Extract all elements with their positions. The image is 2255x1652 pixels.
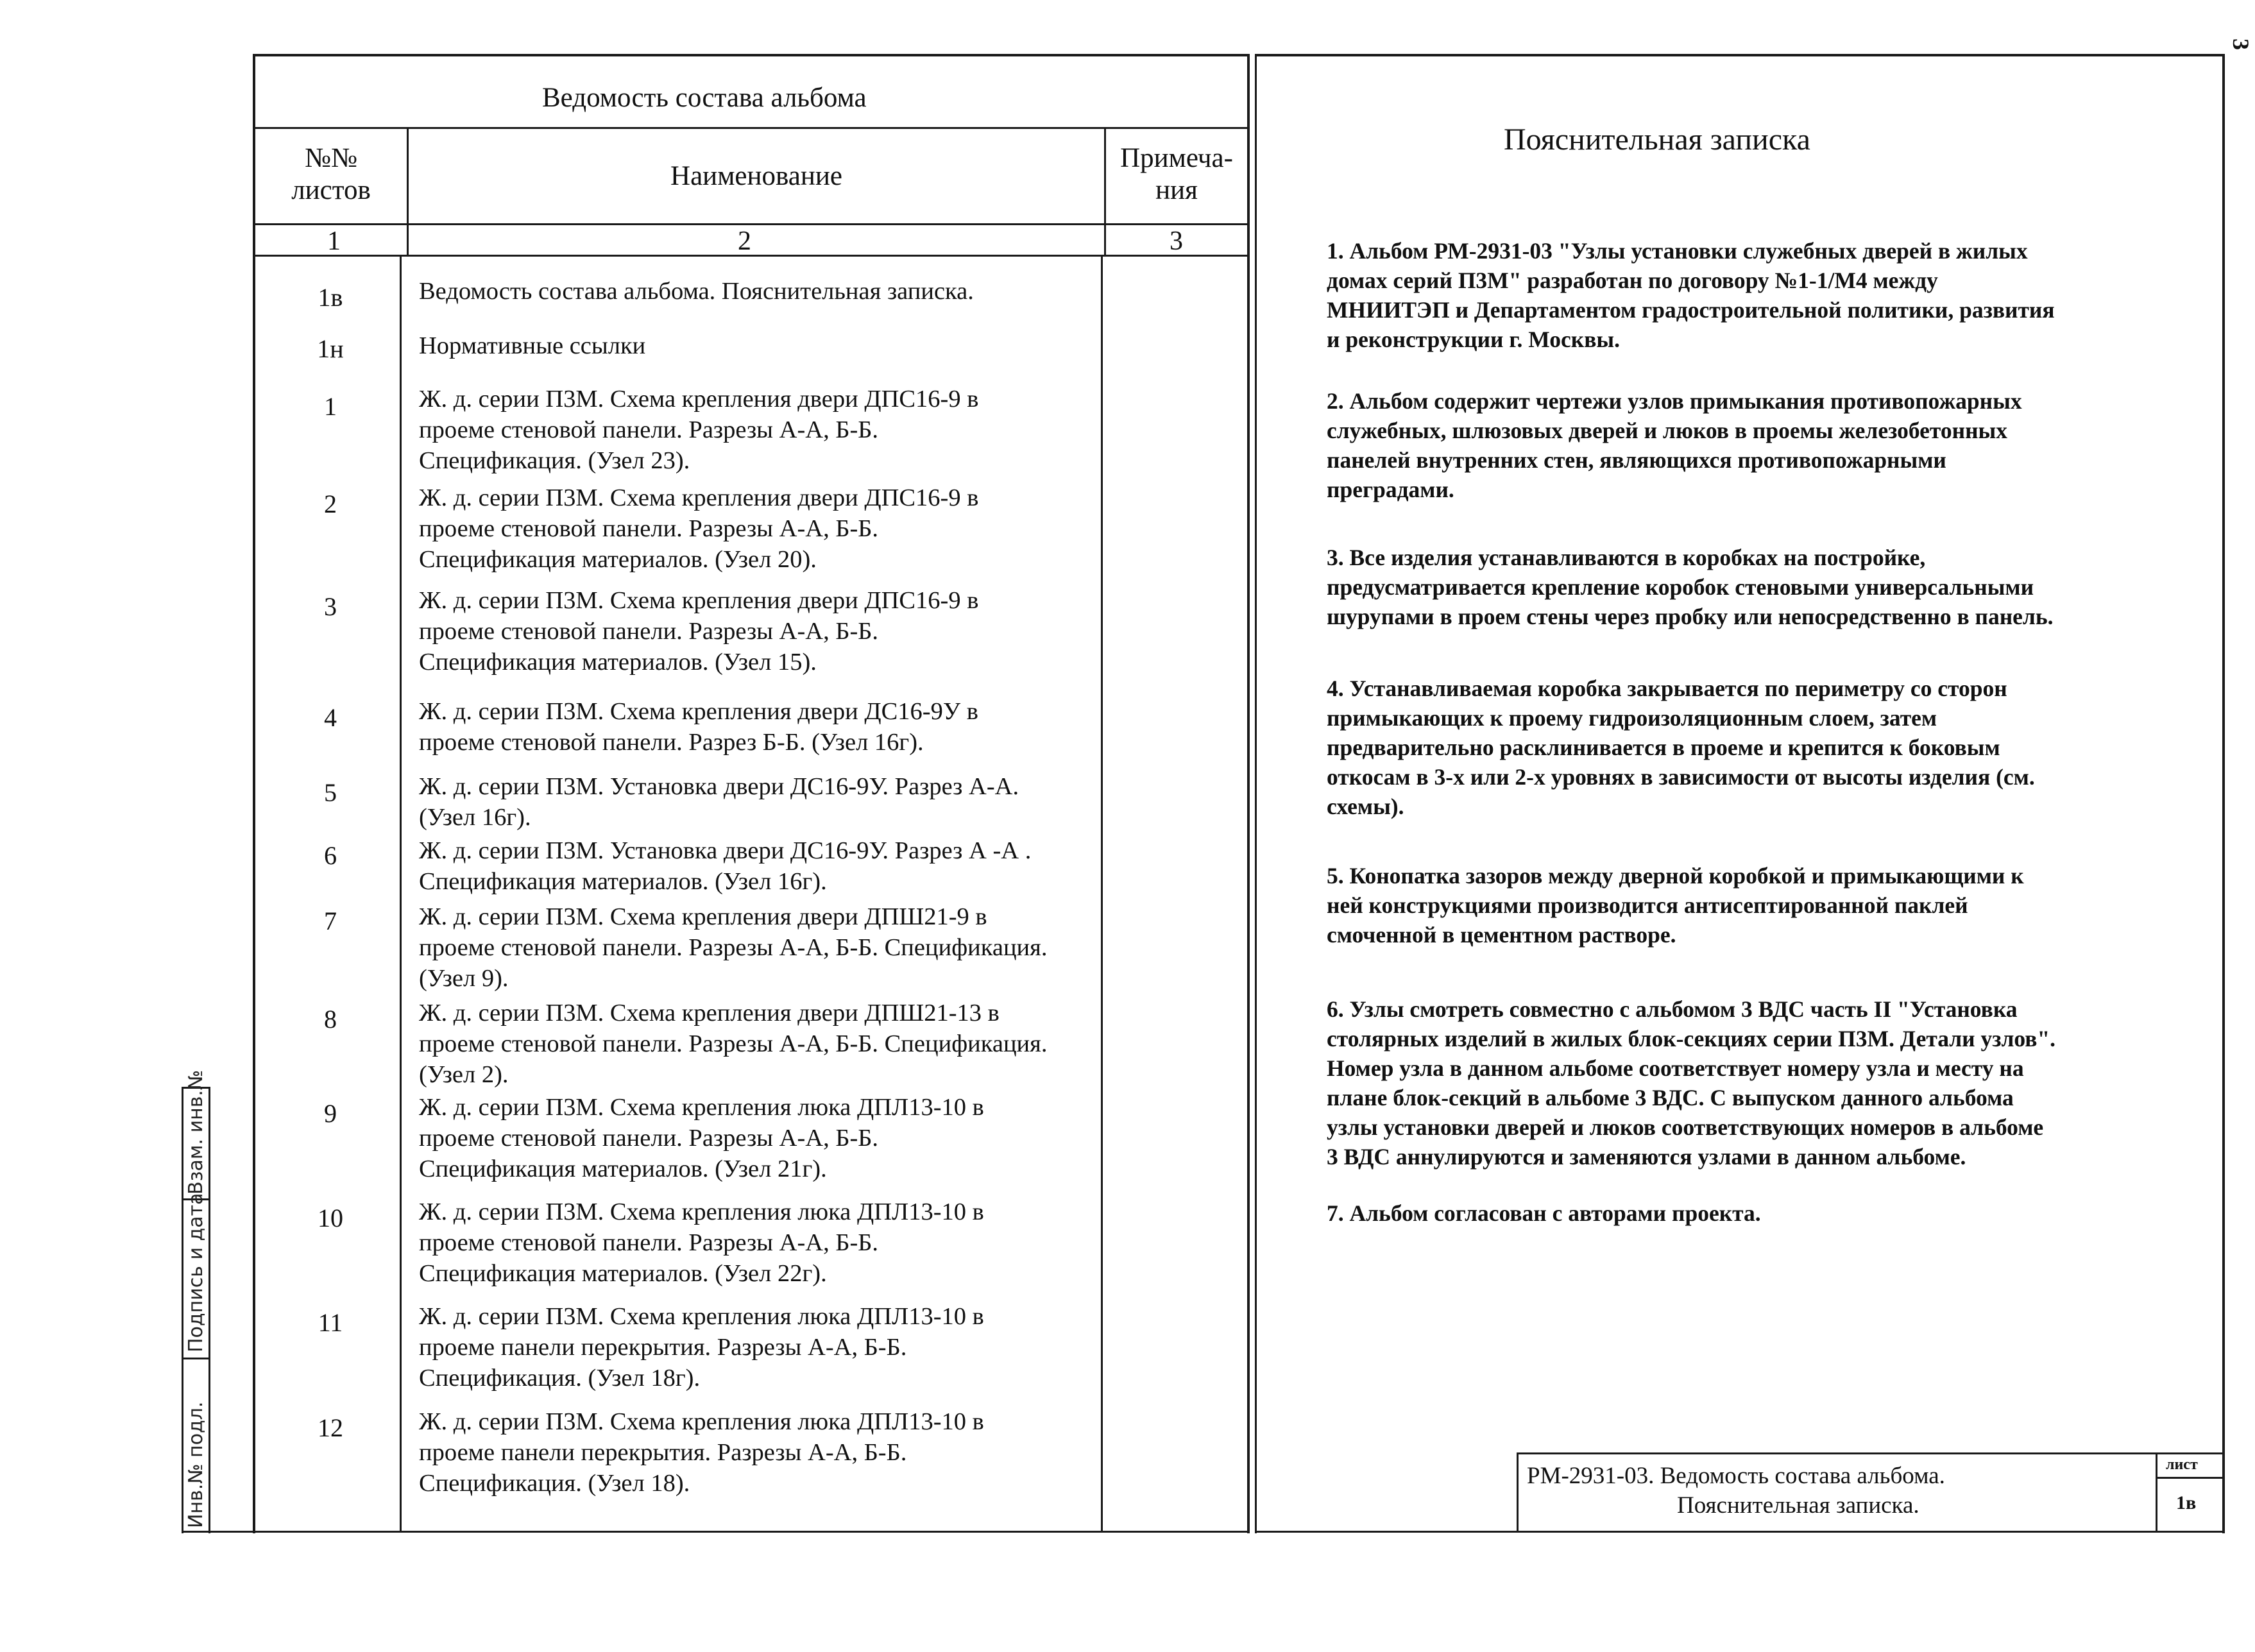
row-text: [419, 1301, 984, 1393]
row-line: проеме стеновой панели. Разрезы А-А, Б-Б.: [419, 1229, 878, 1256]
row-text: [419, 482, 978, 575]
row-line: Спецификация. (Узел 23).: [419, 447, 690, 474]
note-line: панелей внутренних стен, являющихся противопожарными: [1327, 447, 1946, 473]
row-line: Спецификация материалов. (Узел 16г).: [419, 868, 827, 895]
row-number: 1: [324, 392, 337, 421]
row-number: 6: [324, 841, 337, 870]
note-line: шурупами в проем стены через пробку или непосредственно в панель.: [1327, 604, 2054, 629]
row-line: проеме стеновой панели. Разрезы А-А, Б-Б.: [419, 1125, 878, 1152]
row-text: [419, 901, 1048, 994]
row-line: проеме стеновой панели. Разрезы А-А, Б-Б.: [419, 416, 878, 443]
note-line: 6. Узлы смотреть совместно с альбомом 3 ВДС часть II "Установка: [1327, 996, 2018, 1022]
row-line: проеме стеновой панели. Разрезы А-А, Б-Б.: [419, 515, 878, 542]
row-line: Ж. д. серии П3М. Схема крепления двери ДПС16-9 в: [419, 386, 979, 413]
row-line: Спецификация материалов. (Узел 15).: [419, 649, 817, 676]
note-line: откосам в 3-х или 2-х уровнях в зависимости от высоты изделия (см.: [1327, 764, 2035, 790]
row-number: 12: [318, 1413, 343, 1442]
row-line: Спецификация материалов. (Узел 22г).: [419, 1260, 827, 1287]
row-number: 8: [324, 1005, 337, 1034]
row-text: [419, 330, 645, 361]
note-paragraph-5: [1327, 861, 2024, 949]
header-notes: [1106, 142, 1247, 207]
row-line: Ж. д. серии П3М. Схема крепления люка ДПЛ13-10 в: [419, 1408, 984, 1435]
note-line: 4. Устанавливаемая коробка закрывается по периметру со сторон: [1327, 676, 2007, 701]
note-line: столярных изделий в жилых блок-секциях серии П3М. Детали узлов".: [1327, 1026, 2056, 1052]
sheet-label: лист: [2166, 1456, 2198, 1473]
row-text: [419, 696, 978, 758]
row-line: Ж. д. серии П3М. Установка двери ДС16-9У. Разрез А-А.: [419, 773, 1019, 800]
note-line: служебных, шлюзовых дверей и люков в проемы железобетонных: [1327, 418, 2008, 443]
note-line: 3 ВДС аннулируются и заменяются узлами в данном альбоме.: [1327, 1144, 1966, 1170]
column-number-2: 2: [738, 226, 751, 256]
header-name: Наименование: [670, 161, 842, 191]
row-text: [419, 276, 974, 307]
row-text: [419, 585, 978, 677]
row-text: [419, 1196, 984, 1289]
note-paragraph-6: [1327, 994, 2055, 1171]
side-replace-inv: Взам. инв.№: [185, 1069, 207, 1195]
note-line: 7. Альбом согласован с авторами проекта.: [1327, 1200, 1761, 1226]
note-line: Номер узла в данном альбоме соответствует номеру узла и месту на: [1327, 1055, 2024, 1081]
row-line: проеме панели перекрытия. Разрезы А-А, Б-Б.: [419, 1334, 907, 1361]
row-line: (Узел 2).: [419, 1061, 509, 1088]
note-line: узлы установки дверей и люков соответствующих номеров в альбоме: [1327, 1114, 2044, 1140]
row-line: Спецификация материалов. (Узел 20).: [419, 546, 817, 573]
header-notes-line1: Примеча-: [1120, 143, 1233, 173]
note-line: ней конструкциями производится антисептированной паклей: [1327, 892, 1968, 918]
row-number: 5: [324, 778, 337, 807]
row-number: 1н: [317, 334, 344, 363]
header-notes-line2: ния: [1155, 175, 1198, 205]
note-line: предусматривается крепление коробок стеновыми универсальными: [1327, 574, 2034, 600]
note-line: 5. Конопатка зазоров между дверной коробкой и примыкающими к: [1327, 863, 2024, 889]
row-line: Ведомость состава альбома. Пояснительная записка.: [419, 278, 974, 305]
row-number: 7: [324, 907, 337, 935]
note-line: преградами.: [1327, 477, 1454, 502]
stamp-title-line2: Пояснительная записка.: [1677, 1492, 1919, 1519]
side-inv-no: Инв.№ подл.: [185, 1401, 207, 1528]
row-number: 9: [324, 1099, 337, 1128]
note-paragraph-3: [1327, 543, 2054, 631]
column-number-1: 1: [327, 226, 341, 256]
side-signature-date: Подпись и дата: [185, 1193, 207, 1352]
row-line: Ж. д. серии П3М. Схема крепления люка ДПЛ13-10 в: [419, 1303, 984, 1330]
note-line: МНИИТЭП и Департаментом градостроительной политики, развития: [1327, 297, 2055, 323]
row-line: Ж. д. серии П3М. Схема крепления двери ДПШ21-9 в: [419, 903, 987, 930]
note-line: и реконструкции г. Москвы.: [1327, 327, 1620, 352]
note-line: плане блок-секций в альбоме 3 ВДС. С выпуском данного альбома: [1327, 1085, 2014, 1111]
note-line: предварительно расклинивается в проеме и крепится к боковым: [1327, 735, 2000, 760]
row-line: Спецификация. (Узел 18г).: [419, 1365, 701, 1392]
row-text: [419, 771, 1019, 833]
note-line: примыкающих к проему гидроизоляционным слоем, затем: [1327, 705, 1937, 731]
explanatory-note-title: Пояснительная записка: [1504, 123, 1810, 157]
row-line: Ж. д. серии П3М. Схема крепления двери ДПС16-9 в: [419, 484, 979, 511]
row-line: проеме панели перекрытия. Разрезы А-А, Б-Б.: [419, 1439, 907, 1466]
row-line: (Узел 9).: [419, 965, 509, 992]
table-title: Ведомость состава альбома: [542, 83, 867, 113]
row-line: Ж. д. серии П3М. Схема крепления двери ДПС16-9 в: [419, 587, 979, 614]
row-line: Спецификация материалов. (Узел 21г).: [419, 1155, 827, 1182]
row-line: проеме стеновой панели. Разрез Б-Б. (Узел 16г).: [419, 729, 924, 756]
row-number: 11: [318, 1308, 343, 1337]
row-text: [419, 1406, 984, 1499]
row-line: Нормативные ссылки: [419, 332, 646, 359]
row-text: [419, 835, 1031, 897]
row-line: Ж. д. серии П3М. Схема крепления двери ДПШ21-13 в: [419, 1000, 1000, 1026]
sheet-number: 1в: [2176, 1492, 2197, 1513]
column-number-3: 3: [1170, 226, 1183, 256]
row-number: 1в: [318, 283, 343, 312]
row-line: (Узел 16г).: [419, 804, 531, 831]
note-paragraph-4: [1327, 674, 2035, 821]
note-paragraph-2: [1327, 386, 2022, 504]
row-line: проеме стеновой панели. Разрезы А-А, Б-Б. Спецификация.: [419, 1030, 1048, 1057]
row-line: Спецификация. (Узел 18).: [419, 1470, 690, 1497]
row-line: Ж. д. серии П3М. Схема крепления люка ДПЛ13-10 в: [419, 1198, 984, 1225]
row-text: [419, 384, 978, 476]
note-line: 3. Все изделия устанавливаются в коробках на постройке,: [1327, 545, 1926, 570]
note-line: схемы).: [1327, 794, 1404, 819]
row-line: проеме стеновой панели. Разрезы А-А, Б-Б. Спецификация.: [419, 934, 1048, 961]
row-text: [419, 1092, 984, 1184]
row-text: [419, 998, 1048, 1090]
row-number: 2: [324, 490, 337, 518]
row-number: 4: [324, 703, 337, 732]
row-line: проеме стеновой панели. Разрезы А-А, Б-Б.: [419, 618, 878, 645]
row-number: 3: [324, 592, 337, 621]
row-number: 10: [318, 1204, 343, 1232]
header-sheet-numbers-line1: №№: [304, 143, 358, 173]
note-line: смоченной в цементном растворе.: [1327, 922, 1676, 948]
row-line: Ж. д. серии П3М. Схема крепления люка ДПЛ13-10 в: [419, 1094, 984, 1121]
note-line: 2. Альбом содержит чертежи узлов примыкания противопожарных: [1327, 388, 2022, 414]
row-line: Ж. д. серии П3М. Схема крепления двери ДС16-9У в: [419, 698, 978, 725]
header-sheet-numbers: [255, 142, 407, 207]
note-line: домах серий П3М" разработан по договору №1-1/М4 между: [1327, 268, 1938, 293]
stamp-title-line1: РМ-2931-03. Ведомость состава альбома.: [1527, 1463, 1945, 1489]
corner-mark: 3: [2228, 38, 2254, 50]
note-line: 1. Альбом РМ-2931-03 "Узлы установки служебных дверей в жилых: [1327, 238, 2028, 264]
note-paragraph-7: [1327, 1198, 1761, 1228]
note-paragraph-1: [1327, 236, 2055, 354]
row-line: Ж. д. серии П3М. Установка двери ДС16-9У. Разрез А -А .: [419, 837, 1032, 864]
header-sheet-numbers-line2: листов: [291, 175, 371, 205]
